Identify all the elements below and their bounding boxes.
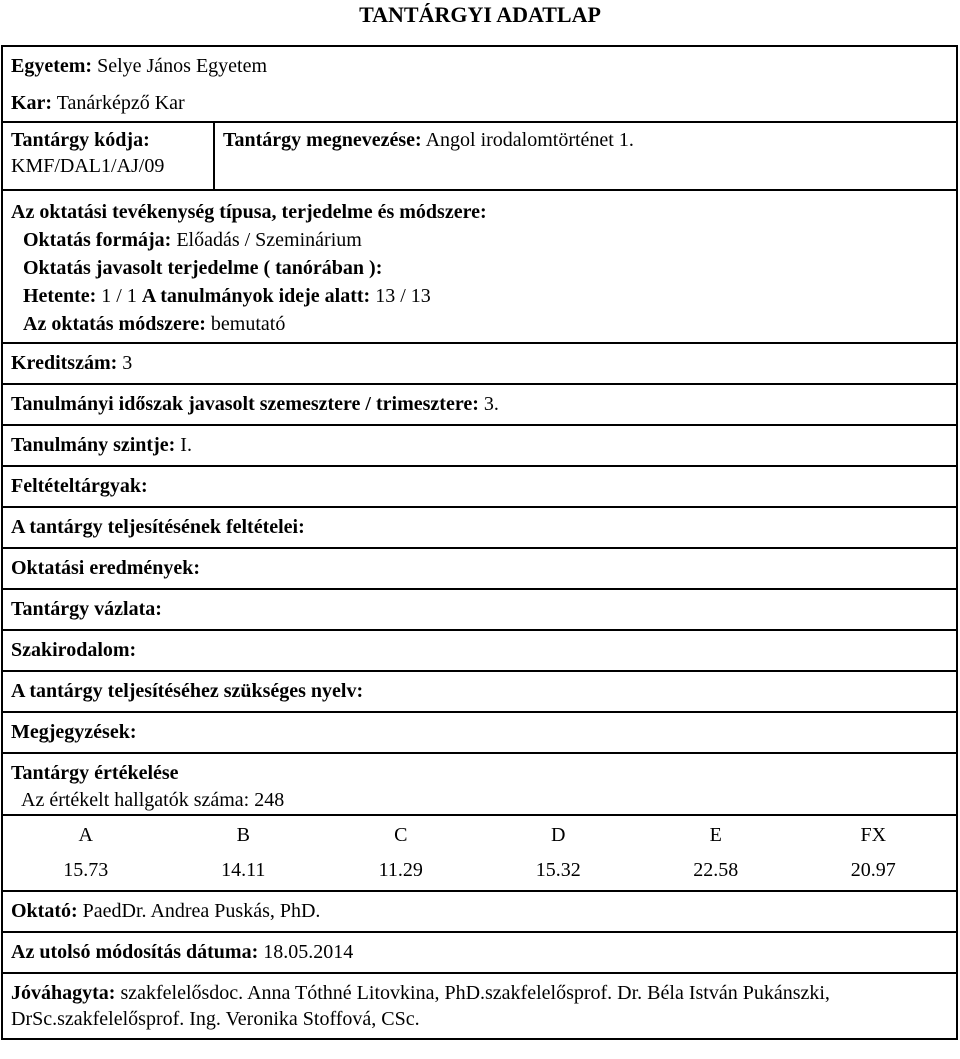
approved-by-value: szakfelelősdoc. Anna Tóthné Litovkina, PhD.szakfelelősprof. Dr. Béla István Pukánszki, DrSc.szakfelelősprof. Ing. Veronika Stoffová, CSc. (11, 982, 830, 1030)
university-value: Selye János Egyetem (97, 55, 268, 77)
row-credits (2, 343, 957, 384)
evaluated-students-label: Az értékelt hallgatók száma: (21, 789, 250, 811)
course-name-value: Angol irodalomtörténet 1. (425, 129, 634, 151)
row-notes (2, 712, 957, 753)
last-modified-value: 18.05.2014 (263, 941, 354, 963)
total-label: A tanulmányok ideje alatt: (141, 285, 371, 307)
grade-letter-row (7, 822, 952, 849)
grade-letter: E (709, 824, 722, 846)
grade-percent: 22.58 (693, 859, 739, 881)
row-evaluation (2, 753, 957, 815)
grade-letter: D (551, 824, 566, 846)
teaching-heading: Az oktatási tevékenység típusa, terjedelme és módszere: (11, 201, 487, 223)
literature-label: Szakirodalom: (11, 639, 137, 661)
weekly-label: Hetente: (23, 285, 97, 307)
course-datasheet-table (1, 45, 958, 1040)
row-language (2, 671, 957, 712)
grade-percent: 15.73 (63, 859, 109, 881)
notes-label: Megjegyzések: (11, 721, 137, 743)
evaluation-heading: Tantárgy értékelése (11, 762, 179, 784)
credits-value: 3 (122, 352, 133, 374)
grade-percent: 20.97 (850, 859, 896, 881)
row-learning-outcomes (2, 548, 957, 589)
row-prerequisites (2, 466, 957, 507)
semester-label: Tanulmányi időszak javasolt szemesztere / trimesztere: (11, 393, 479, 415)
method-value: bemutató (210, 313, 286, 335)
level-value: I. (180, 434, 192, 456)
learning-outcomes-label: Oktatási eredmények: (11, 557, 201, 579)
language-label: A tantárgy teljesítéséhez szükséges nyelv: (11, 680, 364, 702)
row-completion-conditions (2, 507, 957, 548)
total-value: 13 / 13 (375, 285, 431, 307)
instructor-label: Oktató: (11, 900, 78, 922)
last-modified-label: Az utolsó módosítás dátuma: (11, 941, 259, 963)
grade-letter: A (78, 824, 93, 846)
row-semester (2, 384, 957, 425)
syllabus-label: Tantárgy vázlata: (11, 598, 162, 620)
row-approved-by (2, 973, 957, 1039)
instructor-value: PaedDr. Andrea Puskás, PhD. (82, 900, 321, 922)
course-code-value: KMF/DAL1/AJ/09 (11, 155, 165, 177)
method-label: Az oktatás módszere: (23, 313, 206, 335)
faculty-label: Kar: (11, 92, 53, 114)
grade-letter: C (394, 824, 408, 846)
teaching-form-label: Oktatás formája: (23, 229, 172, 251)
weekly-value: 1 / 1 (101, 285, 137, 307)
faculty-value: Tanárképző Kar (56, 92, 185, 114)
row-instructor (2, 891, 957, 932)
semester-value: 3. (483, 393, 499, 415)
approved-by-label: Jóváhagyta: (11, 982, 116, 1004)
university-label: Egyetem: (11, 55, 93, 77)
teaching-scope-label: Oktatás javasolt terjedelme ( tanórában ): (23, 257, 383, 279)
row-level (2, 425, 957, 466)
credits-label: Kreditszám: (11, 352, 118, 374)
row-teaching-activity (2, 190, 957, 343)
row-last-modified (2, 932, 957, 973)
course-name-label: Tantárgy megnevezése: (223, 129, 422, 151)
grade-letter: FX (860, 824, 887, 846)
row-university (2, 46, 957, 80)
grade-percent: 11.29 (378, 859, 423, 881)
row-syllabus (2, 589, 957, 630)
grade-percent-row (7, 849, 952, 884)
grade-letter: B (236, 824, 250, 846)
grade-percent: 15.32 (535, 859, 581, 881)
evaluated-students-value: 248 (254, 789, 285, 811)
completion-conditions-label: A tantárgy teljesítésének feltételei: (11, 516, 305, 538)
teaching-form-value: Előadás / Szeminárium (176, 229, 362, 251)
course-code-label: Tantárgy kódja: (11, 129, 150, 151)
level-label: Tanulmány szintje: (11, 434, 176, 456)
grade-distribution-table (7, 822, 952, 884)
row-grade-distribution (2, 815, 957, 891)
grade-percent: 14.11 (221, 859, 266, 881)
document-title: TANTÁRGYI ADATLAP (359, 2, 601, 27)
prerequisites-label: Feltételtárgyak: (11, 475, 148, 497)
row-literature (2, 630, 957, 671)
row-course-code-name (2, 122, 957, 190)
row-faculty (2, 80, 957, 122)
